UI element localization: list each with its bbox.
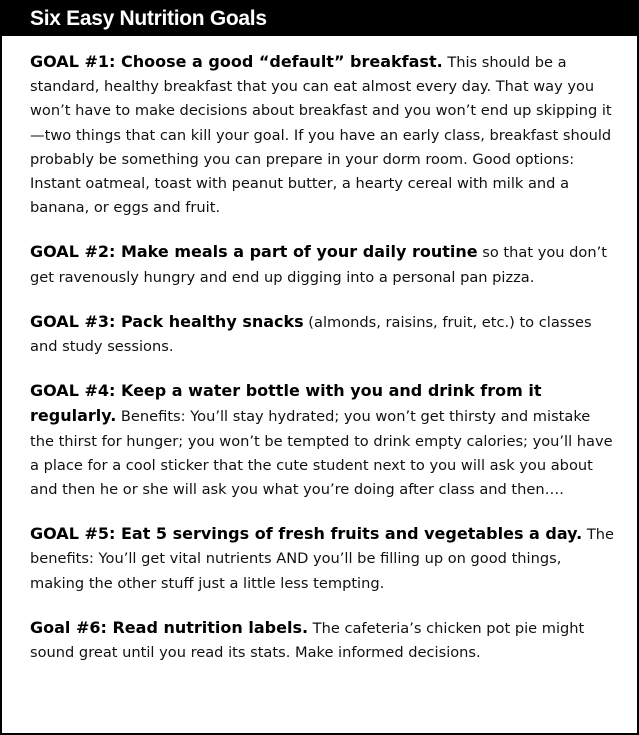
goal-3-text: (almonds, raisins, fruit, etc.) to classes and study sessions.: [30, 313, 592, 356]
goal-6: [30, 616, 615, 665]
goal-3: [30, 310, 615, 359]
goal-6-heading: Goal #6: Read nutrition labels.: [30, 617, 309, 637]
goal-3-heading: GOAL #3: Pack healthy snacks: [30, 311, 304, 331]
goal-1-text: This should be a standard, healthy breakfast that you can eat almost every day. That way you won’t have to make decisions about breakfast and you won’t end up skipping it—two things that can kill your goal. If you have an early class, breakfast should probably be something you can prepare in your dorm room. Good options: Instant oatmeal, toast with peanut butter, a hearty cereal with milk and a banana, or eggs and fruit.: [30, 54, 612, 217]
box-title: Six Easy Nutrition Goals: [2, 2, 637, 36]
goal-1: [30, 50, 615, 220]
goal-6-text: The cafeteria’s chicken pot pie might sound great until you read its stats. Make informed decisions.: [30, 619, 585, 662]
goal-2-heading: GOAL #2: Make meals a part of your daily routine: [30, 242, 478, 262]
goal-1-heading: GOAL #1: Choose a good “default” breakfast.: [30, 52, 443, 71]
goal-5: [30, 522, 615, 596]
goal-5-heading: GOAL #5: Eat 5 servings of fresh fruits and vegetables a day.: [30, 524, 583, 544]
goal-2: [30, 240, 615, 289]
goal-4: [30, 379, 615, 502]
goal-4-text: Benefits: You’ll stay hydrated; you won’t get thirsty and mistake the thirst for hunger; you won’t be tempted to drink empty calories; you’ll have a place for a cool sticker that the cute student next to you will ask you about and then he or she will ask you what you’re doing after class and then….: [30, 408, 613, 499]
goal-4-heading: GOAL #4: Keep a water bottle with you and drink from it regularly.: [30, 381, 542, 426]
goal-2-text: so that you don’t get ravenously hungry and end up digging into a personal pan pizza.: [30, 244, 607, 286]
goals-list: [2, 36, 637, 665]
goal-5-text: The benefits: You’ll get vital nutrients AND you’ll be filling up on good things, making the other stuff just a little less tempting.: [30, 526, 614, 592]
